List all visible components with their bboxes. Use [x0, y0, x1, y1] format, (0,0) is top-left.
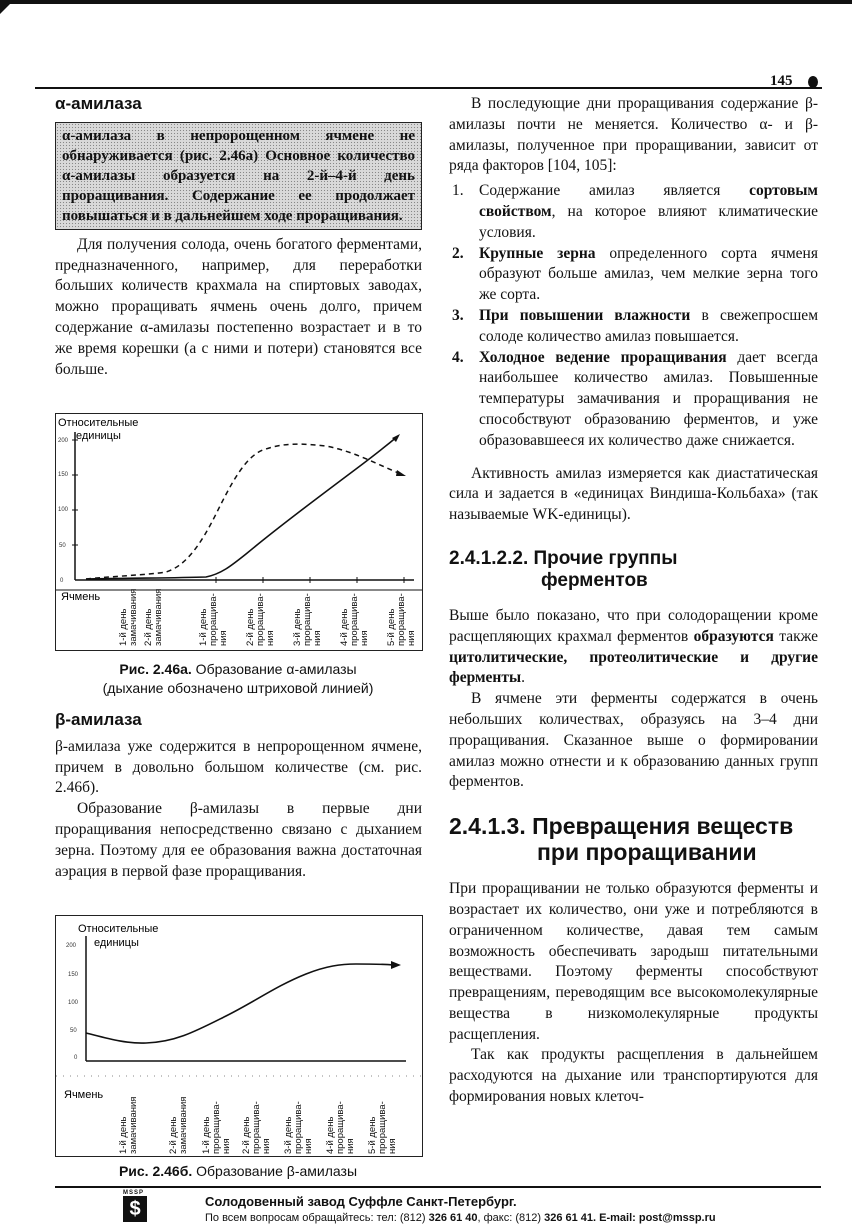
- logo-s-icon: $: [123, 1196, 147, 1222]
- footer-rule: [55, 1186, 821, 1188]
- mssp-logo: MSSP $: [123, 1190, 149, 1226]
- svg-text:100: 100: [68, 1000, 79, 1006]
- paragraph: В последующие дни проращивания содержание β-амилазы почти не меняется. Количество α- и β-амилазы, полученное при проращивании, зависит от ряда факторов [104, 105]:: [449, 95, 818, 175]
- page-corner: [0, 0, 14, 14]
- svg-text:Относительные: Относительные: [78, 923, 159, 935]
- svg-text:ния: ния: [303, 1138, 314, 1154]
- factors-list: [449, 181, 818, 451]
- svg-text:замачивания: замачивания: [128, 1096, 139, 1154]
- paragraph: Так как продукты расщепления в дальнейшем расходуются на дыхание или транспортируются для формирования новых клеточ-: [449, 1046, 818, 1106]
- svg-text:1-й день: 1-й день: [118, 608, 129, 646]
- svg-text:проращива-: проращива-: [335, 1101, 346, 1154]
- svg-text:50: 50: [70, 1028, 77, 1034]
- svg-text:ния: ния: [265, 630, 276, 646]
- svg-text:0: 0: [74, 1055, 78, 1061]
- svg-text:ния: ния: [359, 630, 370, 646]
- svg-text:ния: ния: [261, 1138, 272, 1154]
- svg-text:проращива-: проращива-: [349, 593, 360, 646]
- svg-text:200: 200: [58, 438, 69, 444]
- section-heading-other-enzymes: 2.4.1.2.2. Прочие группы ферментов: [449, 547, 678, 591]
- svg-text:5-й день: 5-й день: [386, 608, 397, 646]
- svg-text:1-й день: 1-й день: [118, 1116, 129, 1154]
- svg-text:3-й день: 3-й день: [292, 608, 303, 646]
- svg-text:1-й день: 1-й день: [201, 1116, 212, 1154]
- svg-text:проращива-: проращива-: [302, 593, 313, 646]
- paragraph: В ячмене эти ферменты содержатся в очень небольших количествах, образуясь на 3–4 дни проращивания. Сказанное выше о формировании амилаз можно отнести и к образованию данных групп ферментов.: [449, 690, 818, 791]
- svg-text:ния: ния: [387, 1138, 398, 1154]
- svg-text:50: 50: [59, 543, 66, 549]
- list-item: 4. Холодное ведение проращивания дает всегда наибольшее количество амилаз. Повышенные температуры замачивания и проращивания не способствуют образованию ферментов, и уже образовавшееся их количество даже снижается.: [452, 348, 818, 449]
- right-column: [449, 94, 818, 1108]
- paragraph: Для получения солода, очень богатого ферментами, предназначенного, например, для переработки больших количеств крахмала на спиртовых заводах, можно проращивать ячмень очень долго, причем содержание α-амилазы постепенно возрастает и в то же время корешки (а с ними и потери) становятся все больше.: [55, 235, 422, 378]
- svg-text:2-й день: 2-й день: [143, 608, 154, 646]
- svg-text:Ячмень: Ячмень: [61, 591, 101, 603]
- svg-text:проращива-: проращива-: [211, 1101, 222, 1154]
- paragraph: Выше было показано, что при солодоращении кроме расщепляющих крахмал ферментов образуются также цитолитические, протеолитические и другие ферменты.: [449, 606, 818, 687]
- footer-company: Солодовенный завод Суффле Санкт-Петербург.: [205, 1194, 517, 1209]
- paragraph: Образование β-амилазы в первые дни проращивания непосредственно связано с дыханием зерна. Поэтому для ее образования важна достаточная аэрация в первой фазе проращивания.: [55, 800, 422, 880]
- svg-text:4-й день: 4-й день: [325, 1116, 336, 1154]
- alpha-amylase-heading: α-амилаза: [55, 94, 142, 113]
- svg-text:3-й день: 3-й день: [283, 1116, 294, 1154]
- respiration-line: [86, 444, 401, 579]
- svg-text:2-й день: 2-й день: [241, 1116, 252, 1154]
- left-column-lower: [55, 710, 422, 882]
- figure-b-caption: Рис. 2.46б. Образование β-амилазы: [118, 1163, 358, 1179]
- svg-text:2-й день: 2-й день: [168, 1116, 179, 1154]
- beta-amylase-line: [86, 964, 394, 1043]
- paragraph: Активность амилаз измеряется как диастатическая сила и задается в «единицах Виндиша-Кольбаха» (так называемые WK-единицы).: [449, 464, 818, 524]
- svg-text:ния: ния: [312, 630, 323, 646]
- svg-text:замачивания: замачивания: [128, 588, 139, 646]
- svg-text:проращива-: проращива-: [396, 593, 407, 646]
- svg-text:проращива-: проращива-: [293, 1101, 304, 1154]
- svg-text:ния: ния: [345, 1138, 356, 1154]
- alpha-amylase-chart: [56, 414, 422, 650]
- figure-alpha-amylase: [55, 413, 423, 651]
- left-column: [55, 94, 422, 380]
- svg-text:проращива-: проращива-: [255, 593, 266, 646]
- svg-text:единицы: единицы: [76, 430, 121, 442]
- svg-text:ния: ния: [221, 1138, 232, 1154]
- page-bullet-icon: [808, 76, 818, 88]
- section-heading-transformations: 2.4.1.3. Превращения веществ при проращивании: [449, 813, 794, 866]
- list-item: 1. Содержание амилаз является сортовым свойством, на которое влияют климатические условия.: [452, 182, 818, 241]
- svg-text:1-й день: 1-й день: [198, 608, 209, 646]
- header-rule: [35, 87, 822, 89]
- paragraph: При проращивании не только образуются ферменты и возрастает их количество, они уже и потребляются в ограниченном количестве, давая тем самым возможность обеспечивать зародыш питательными веществами. Поэтому ферменты способствуют превращениям, переводящим все высокомолекулярные вещества в низкомолекулярные продукты расщепления.: [449, 880, 818, 1043]
- svg-text:5-й день: 5-й день: [367, 1116, 378, 1154]
- svg-text:ния: ния: [406, 630, 417, 646]
- svg-text:единицы: единицы: [94, 937, 139, 949]
- list-item: 3. При повышении влажности в свежепросшем солоде количество амилаз повышается.: [452, 306, 818, 345]
- beta-amylase-heading: β-амилаза: [55, 710, 142, 729]
- svg-text:проращива-: проращива-: [208, 593, 219, 646]
- svg-text:200: 200: [66, 943, 77, 949]
- highlight-box: α-амилаза в непророщенном ячмене не обнаруживается (рис. 2.46а) Основное количество α-амилазы образуется на 2-й–4-й день проращивания. Содержание ее продолжает повышаться и в дальнейшем ходе проращивания.: [55, 122, 422, 230]
- svg-text:проращива-: проращива-: [377, 1101, 388, 1154]
- svg-text:150: 150: [58, 472, 69, 478]
- svg-text:100: 100: [58, 507, 69, 513]
- svg-text:замачивания: замачивания: [153, 588, 164, 646]
- svg-text:2-й день: 2-й день: [245, 608, 256, 646]
- svg-text:150: 150: [68, 972, 79, 978]
- paragraph: β-амилаза уже содержится в непророщенном ячмене, причем в довольно большом количестве (см. рис. 2.46б).: [55, 737, 422, 797]
- footer-contacts: По всем вопросам обращайтесь: тел: (812) 326 61 40, факс: (812) 326 61 41. E-mail: post@mssp.ru: [205, 1212, 716, 1224]
- y-axis-label: Относительные: [58, 417, 139, 429]
- alpha-amylase-line: [86, 436, 398, 579]
- svg-text:проращива-: проращива-: [251, 1101, 262, 1154]
- svg-text:Ячмень: Ячмень: [64, 1089, 104, 1101]
- list-item: 2. Крупные зерна определенного сорта ячменя образуют больше амилаз, чем мелкие зерна того же сорта.: [452, 244, 818, 304]
- figure-a-caption: Рис. 2.46а. Образование α-амилазы (дыхание обозначено штриховой линией): [102, 661, 374, 696]
- figure-beta-amylase: [55, 915, 423, 1157]
- svg-text:замачивания: замачивания: [178, 1096, 189, 1154]
- beta-amylase-chart: [56, 916, 422, 1156]
- svg-text:ния: ния: [218, 630, 229, 646]
- svg-text:4-й день: 4-й день: [339, 608, 350, 646]
- page-number: 145: [770, 73, 793, 89]
- svg-text:0: 0: [60, 578, 64, 584]
- page-top-border: [0, 0, 852, 4]
